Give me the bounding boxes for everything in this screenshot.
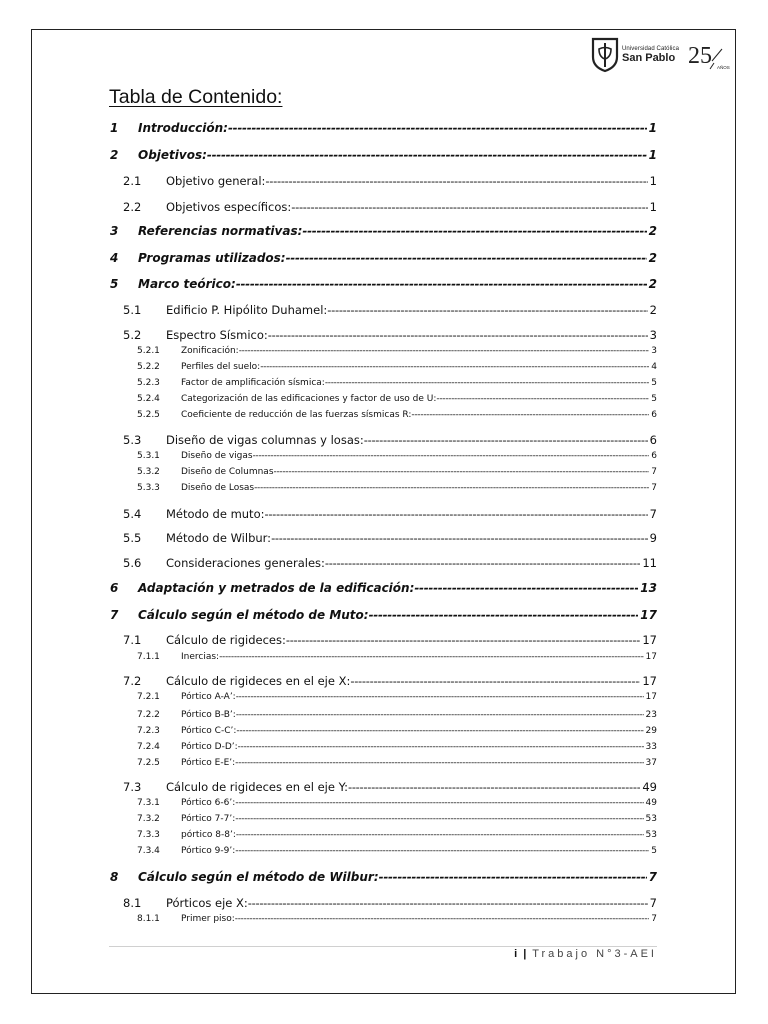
toc-entry-page: 6 [649, 433, 657, 447]
toc-entry-page: 2 [648, 251, 657, 265]
toc-entry-leader [350, 674, 640, 688]
toc-entry-leader [235, 814, 643, 824]
toc-entry-text: Cálculo de rigideces en el eje X: [166, 674, 351, 688]
toc-entry-number: 5.3 [123, 433, 142, 447]
toc-entry-page: 1 [648, 121, 657, 135]
toc-entry-text: Perfiles del suelo: [181, 362, 261, 372]
toc-entry-number: 7.2.5 [137, 758, 160, 768]
toc-entry-leader [265, 174, 647, 188]
toc-entry-number: 5.3.1 [137, 451, 160, 461]
toc-entry-page: 1 [649, 174, 657, 188]
toc-entry-text: Pórtico C-C’: [181, 726, 237, 736]
toc-entry-number: 5.4 [123, 507, 142, 521]
toc-entry-number: 7.3.1 [137, 798, 160, 808]
toc-entry[interactable] [137, 742, 657, 752]
toc-entry-page: 17 [645, 652, 657, 662]
toc-entry[interactable] [137, 467, 657, 477]
toc-entry[interactable] [137, 914, 657, 924]
toc-entry-leader [348, 780, 640, 794]
toc-entry[interactable] [110, 251, 657, 265]
toc-entry-number: 7.2.3 [137, 726, 160, 736]
toc-entry-number: 5.2.4 [137, 394, 160, 404]
toc-entry-page: 49 [645, 798, 657, 808]
toc-entry-text: Método de Wilbur: [166, 531, 272, 545]
toc-entry-page: 5 [651, 846, 657, 856]
toc-entry-page: 4 [651, 362, 657, 372]
toc-entry-number: 5.2.5 [137, 410, 160, 420]
toc-entry[interactable] [123, 328, 657, 342]
toc-entry[interactable] [110, 277, 657, 291]
toc-entry-page: 1 [649, 200, 657, 214]
toc-entry[interactable] [137, 346, 657, 356]
toc-entry-text: Espectro Sísmico: [166, 328, 268, 342]
toc-entry-page: 17 [642, 633, 657, 647]
toc-entry-leader [414, 581, 638, 595]
toc-entry[interactable] [137, 846, 657, 856]
toc-entry[interactable] [123, 303, 657, 317]
toc-entry-text: Diseño de vigas [181, 451, 253, 461]
toc-entry-page: 17 [640, 608, 657, 622]
toc-entry-page: 3 [651, 346, 657, 356]
toc-entry-number: 7.2 [123, 674, 142, 688]
toc-entry-leader [325, 378, 649, 388]
toc-entry-page: 53 [645, 814, 657, 824]
anniversary-sub: AÑOS [717, 65, 730, 70]
toc-entry-leader [327, 303, 647, 317]
toc-entry-text: Objetivo general: [166, 174, 266, 188]
toc-entry-number: 7.3.2 [137, 814, 160, 824]
toc-entry-number: 5 [110, 277, 119, 291]
toc-entry[interactable] [123, 556, 657, 570]
toc-entry[interactable] [123, 200, 657, 214]
toc-entry-page: 7 [651, 914, 657, 924]
toc-entry[interactable] [123, 174, 657, 188]
toc-entry-text: Pórtico B-B’: [181, 710, 236, 720]
toc-entry-leader [286, 633, 641, 647]
toc-entry-leader [286, 251, 647, 265]
toc-entry-number: 7.2.1 [137, 692, 160, 702]
toc-entry-text: Factor de amplificación sísmica: [181, 378, 325, 388]
toc-entry-number: 7.2.4 [137, 742, 160, 752]
toc-entry-number: 7.3 [123, 780, 142, 794]
toc-entry-number: 7.3.4 [137, 846, 160, 856]
toc-entry-page: 7 [649, 896, 657, 910]
toc-entry-leader [253, 451, 650, 461]
toc-entry[interactable] [110, 224, 657, 238]
toc-entry-leader [238, 742, 644, 752]
toc-entry-text: Pórtico 9-9’: [181, 846, 236, 856]
toc-entry-page: 2 [648, 277, 657, 291]
toc-entry-page: 1 [648, 148, 657, 162]
toc-entry-text: Referencias normativas: [138, 224, 303, 238]
toc-entry-text: Pórtico 6-6’: [181, 798, 236, 808]
toc-entry[interactable] [137, 394, 657, 404]
toc-entry-text: Adaptación y metrados de la edificación: [138, 581, 415, 595]
toc-entry-page: 13 [640, 581, 657, 595]
toc-entry-leader [235, 758, 643, 768]
toc-entry-leader [411, 410, 649, 420]
toc-entry-text: Pórtico D-D’: [181, 742, 238, 752]
toc-entry-leader [235, 798, 643, 808]
toc-entry-text: Edificio P. Hipólito Duhamel: [166, 303, 328, 317]
toc-entry-leader [235, 846, 649, 856]
toc-entry-number: 6 [110, 581, 119, 595]
toc-entry[interactable] [123, 674, 657, 688]
toc-entry[interactable] [137, 483, 657, 493]
toc-entry[interactable] [137, 652, 657, 662]
toc-entry-leader [268, 328, 648, 342]
toc-entry-leader [239, 346, 650, 356]
toc-entry-text: Método de muto: [166, 507, 265, 521]
toc-entry-page: 49 [642, 780, 657, 794]
toc-entry-leader [260, 362, 649, 372]
toc-entry-leader [291, 200, 647, 214]
toc-entry[interactable] [123, 433, 657, 447]
toc-entry[interactable] [137, 726, 657, 736]
toc-entry-leader [236, 830, 644, 840]
toc-entry[interactable] [137, 451, 657, 461]
toc-entry-number: 5.2.1 [137, 346, 160, 356]
toc-entry[interactable] [110, 581, 657, 595]
toc-entry-text: Inercias: [181, 652, 220, 662]
toc-entry-number: 7.1.1 [137, 652, 160, 662]
toc-entry[interactable] [137, 830, 657, 840]
toc-entry-number: 7.1 [123, 633, 142, 647]
toc-entry-number: 8.1.1 [137, 914, 160, 924]
toc-entry-number: 4 [110, 251, 119, 265]
toc-entry[interactable] [110, 121, 657, 135]
toc-entry-text: Primer piso: [181, 914, 235, 924]
toc-entry-text: Cálculo según el método de Muto: [138, 608, 369, 622]
toc-entry-leader [302, 224, 646, 238]
toc-entry-leader [248, 896, 648, 910]
toc-entry-leader [369, 608, 639, 622]
footer-divider [109, 946, 657, 947]
toc-entry-page: 5 [651, 394, 657, 404]
toc-entry[interactable] [110, 870, 657, 884]
page-footer [514, 948, 657, 960]
toc-entry-leader [236, 726, 643, 736]
toc-entry-page: 17 [645, 692, 657, 702]
toc-entry-text: Pórticos eje X: [166, 896, 248, 910]
toc-entry-page: 29 [645, 726, 657, 736]
university-name-big: San Pablo [622, 52, 676, 64]
toc-entry-number: 5.2.3 [137, 378, 160, 388]
toc-entry-leader [236, 692, 644, 702]
toc-entry[interactable] [137, 814, 657, 824]
toc-entry-leader [254, 483, 649, 493]
toc-entry-text: Pórtico A-A’: [181, 692, 236, 702]
toc-entry-text: Introducción: [138, 121, 228, 135]
toc-entry-text: Cálculo según el método de Wilbur: [138, 870, 379, 884]
toc-entry[interactable] [137, 710, 657, 720]
toc-entry[interactable] [123, 896, 657, 910]
toc-entry-text: Diseño de vigas columnas y losas: [166, 433, 364, 447]
toc-entry-number: 7.2.2 [137, 710, 160, 720]
toc-entry-text: Marco teórico: [138, 277, 236, 291]
toc-entry-leader [274, 467, 650, 477]
toc-entry-text: pórtico 8-8’: [181, 830, 236, 840]
toc-entry-page: 2 [649, 303, 657, 317]
toc-entry-text: Coeficiente de reducción de las fuerzas sísmicas R: [181, 410, 412, 420]
toc-entry-number: 2 [110, 148, 119, 162]
toc-entry-page: 7 [649, 507, 657, 521]
toc-entry[interactable] [123, 633, 657, 647]
university-name-small: Universidad Católica [622, 46, 680, 52]
toc-entry[interactable] [110, 148, 657, 162]
toc-entry-text: Pórtico E-E’: [181, 758, 236, 768]
toc-entry-number: 3 [110, 224, 119, 238]
toc-entry-page: 17 [642, 674, 657, 688]
toc-entry-text: Diseño de Columnas [181, 467, 274, 477]
toc-entry-text: Categorización de las edificaciones y factor de uso de U: [181, 394, 437, 404]
toc-entry[interactable] [137, 410, 657, 420]
toc-entry-number: 2.1 [123, 174, 142, 188]
toc-entry-text: Zonificación: [181, 346, 239, 356]
toc-entry-page: 6 [651, 451, 657, 461]
toc-entry-number: 5.3.2 [137, 467, 160, 477]
toc-entry-number: 5.6 [123, 556, 142, 570]
anniversary-number: 25 [688, 43, 712, 69]
toc-entry-page: 7 [648, 870, 657, 884]
toc-entry[interactable] [137, 378, 657, 388]
toc-entry-page: 37 [645, 758, 657, 768]
toc-entry-number: 1 [110, 121, 119, 135]
toc-entry-leader [207, 148, 647, 162]
toc-entry-text: Diseño de Losas [181, 483, 255, 493]
toc-entry-page: 7 [651, 467, 657, 477]
toc-title: Tabla de Contenido: [109, 86, 283, 108]
footer-page-number: i [514, 948, 518, 960]
toc-entry[interactable] [123, 531, 657, 545]
toc-entry[interactable] [137, 362, 657, 372]
toc-entry-page: 3 [649, 328, 657, 342]
toc-entry-text: Cálculo de rigideces en el eje Y: [166, 780, 348, 794]
toc-entry-number: 5.3.3 [137, 483, 160, 493]
toc-entry-number: 5.2 [123, 328, 142, 342]
toc-entry-page: 23 [645, 710, 657, 720]
toc-entry-page: 33 [645, 742, 657, 752]
toc-entry-text: Cálculo de rigideces: [166, 633, 286, 647]
toc-entry-leader [236, 277, 647, 291]
toc-entry-text: Objetivos: [138, 148, 207, 162]
toc-entry-number: 7.3.3 [137, 830, 160, 840]
toc-entry-page: 9 [649, 531, 657, 545]
toc-entry-leader [271, 531, 648, 545]
toc-entry-number: 8 [110, 870, 119, 884]
toc-entry-leader [379, 870, 647, 884]
toc-entry-page: 6 [651, 410, 657, 420]
toc-entry-number: 8.1 [123, 896, 142, 910]
toc-entry-text: Objetivos específicos: [166, 200, 292, 214]
toc-entry-page: 7 [651, 483, 657, 493]
toc-entry-number: 2.2 [123, 200, 142, 214]
toc-entry-page: 5 [651, 378, 657, 388]
toc-entry-leader [219, 652, 643, 662]
footer-text: Trabajo N°3-AEI [532, 948, 657, 960]
toc-entry-leader [235, 914, 649, 924]
toc-entry[interactable] [137, 798, 657, 808]
toc-entry-text: Programas utilizados: [138, 251, 286, 265]
toc-entry-leader [264, 507, 647, 521]
toc-entry-number: 5.2.2 [137, 362, 160, 372]
toc-entry-leader [325, 556, 640, 570]
toc-entry-number: 7 [110, 608, 119, 622]
toc-entry-page: 2 [648, 224, 657, 238]
toc-entry-number: 5.1 [123, 303, 142, 317]
toc-entry[interactable] [110, 608, 657, 622]
toc-entry[interactable] [123, 780, 657, 794]
footer-separator: | [523, 948, 527, 960]
toc-entry-page: 11 [642, 556, 657, 570]
toc-entry[interactable] [137, 758, 657, 768]
toc-entry-text: Consideraciones generales: [166, 556, 325, 570]
toc-entry-number: 5.5 [123, 531, 142, 545]
toc-entry-leader [436, 394, 649, 404]
toc-entry-page: 53 [645, 830, 657, 840]
toc-entry-text: Pórtico 7-7’: [181, 814, 236, 824]
toc-entry[interactable] [123, 507, 657, 521]
toc-entry-leader [364, 433, 648, 447]
toc-entry-leader [228, 121, 647, 135]
toc-entry[interactable] [137, 692, 657, 702]
toc-entry-leader [236, 710, 644, 720]
